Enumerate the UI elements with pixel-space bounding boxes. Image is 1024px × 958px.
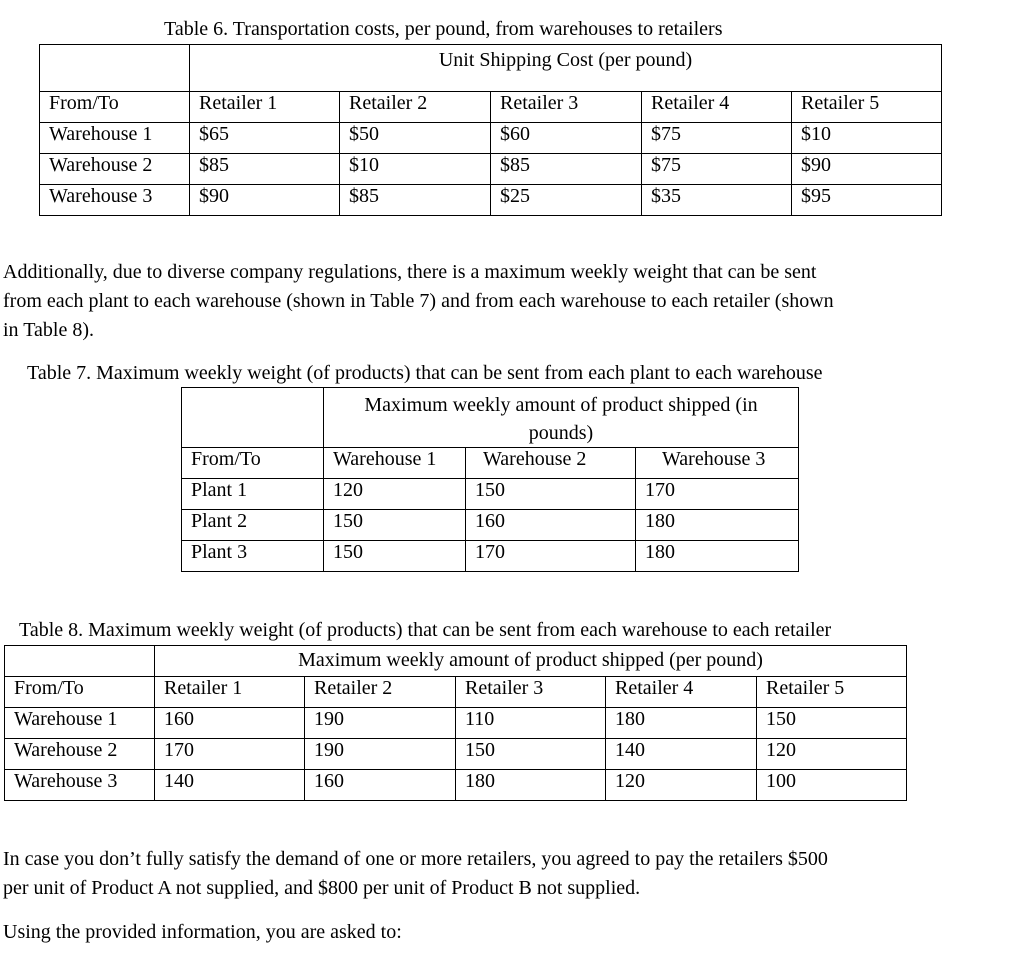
table8-col-header: Retailer 3 [456,677,606,708]
table-row [40,185,942,216]
table8-col-header: Retailer 5 [757,677,907,708]
table8-corner-label: From/To [5,677,155,708]
table-cell: $85 [491,154,642,185]
table6-corner-label: From/To [40,92,190,123]
table-cell: $25 [491,185,642,216]
paragraph-penalty [3,845,828,903]
table-cell: $85 [190,154,340,185]
table8-col-header: Retailer 1 [155,677,305,708]
row-label: Plant 1 [182,479,324,510]
table-cell: 180 [636,541,799,572]
table-cell: 160 [155,708,305,739]
row-label: Warehouse 3 [40,185,190,216]
row-label: Warehouse 3 [5,770,155,801]
table-cell: $10 [340,154,491,185]
table-cell: 160 [305,770,456,801]
table-cell: 170 [466,541,636,572]
table7-group-header-line: Maximum weekly amount of product shipped (in [364,394,758,416]
table-cell: $95 [792,185,942,216]
table8-group-header: Maximum weekly amount of product shipped (per pound) [155,646,907,677]
table-cell: $75 [642,154,792,185]
table-cell: 190 [305,708,456,739]
table6-col-header: Retailer 4 [642,92,792,123]
row-label: Warehouse 1 [40,123,190,154]
table-row [182,479,799,510]
table8-header-row [5,677,907,708]
table7-caption: Table 7. Maximum weekly weight (of products) that can be sent from each plant to each warehouse [27,362,823,384]
table7-col-header: Warehouse 3 [636,448,799,479]
table-cell: 180 [456,770,606,801]
table7-corner-label: From/To [182,448,324,479]
table-cell: 140 [606,739,757,770]
table8-caption: Table 8. Maximum weekly weight (of products) that can be sent from each warehouse to each retailer [19,619,832,641]
table-cell: 170 [636,479,799,510]
paragraph-line: in Table 8). [3,319,94,341]
paragraph-line: Additionally, due to diverse company regulations, there is a maximum weekly weight that can be sent [3,261,817,283]
table7-group-header [324,388,799,448]
table-cell: 170 [155,739,305,770]
table-cell: 120 [324,479,466,510]
table-cell: 150 [757,708,907,739]
table6-header-row [40,92,942,123]
table-cell: $35 [642,185,792,216]
table-cell: $85 [340,185,491,216]
table-cell: $75 [642,123,792,154]
table-cell: $90 [792,154,942,185]
table-row [182,510,799,541]
table8-corner-cell [5,646,155,677]
table6-col-header: Retailer 3 [491,92,642,123]
row-label: Warehouse 1 [5,708,155,739]
table6-group-header: Unit Shipping Cost (per pound) [190,45,942,92]
table-cell: 160 [466,510,636,541]
table6-caption: Table 6. Transportation costs, per pound, from warehouses to retailers [164,18,723,40]
table-row [40,154,942,185]
table6 [39,44,942,216]
row-label: Warehouse 2 [40,154,190,185]
table8-col-header: Retailer 2 [305,677,456,708]
table-cell: 150 [324,541,466,572]
row-label: Plant 3 [182,541,324,572]
row-label: Warehouse 2 [5,739,155,770]
table7 [181,387,799,572]
table-cell: $10 [792,123,942,154]
table-cell: 100 [757,770,907,801]
table-row [5,708,907,739]
table7-group-header-line: pounds) [528,422,594,444]
table-row [5,739,907,770]
table7-header-row [182,448,799,479]
table7-corner-cell [182,388,324,448]
paragraph-line: per unit of Product A not supplied, and $800 per unit of Product B not supplied. [3,877,641,899]
table-cell: 150 [324,510,466,541]
table8-col-header: Retailer 4 [606,677,757,708]
table7-col-header: Warehouse 1 [324,448,466,479]
table6-corner-cell [40,45,190,92]
table6-col-header: Retailer 1 [190,92,340,123]
table-cell: 180 [636,510,799,541]
table-cell: 140 [155,770,305,801]
row-label: Plant 2 [182,510,324,541]
table-row [182,541,799,572]
paragraph-regulations [3,258,834,345]
table-cell: 190 [305,739,456,770]
table-cell: 150 [456,739,606,770]
table-cell: 110 [456,708,606,739]
paragraph-instructions [3,918,402,947]
table-row [5,770,907,801]
table6-col-header: Retailer 2 [340,92,491,123]
table-row [40,123,942,154]
paragraph-line: In case you don’t fully satisfy the demand of one or more retailers, you agreed to pay the retailers $500 [3,848,828,870]
table-cell: 120 [606,770,757,801]
table-cell: 180 [606,708,757,739]
table-cell: 150 [466,479,636,510]
paragraph-line: Using the provided information, you are asked to: [3,921,402,943]
table-cell: $60 [491,123,642,154]
table6-col-header: Retailer 5 [792,92,942,123]
table-cell: 120 [757,739,907,770]
table-cell: $50 [340,123,491,154]
paragraph-line: from each plant to each warehouse (shown in Table 7) and from each warehouse to each retailer (shown [3,290,834,312]
table-cell: $65 [190,123,340,154]
table8 [4,645,907,801]
table7-col-header: Warehouse 2 [466,448,636,479]
table-cell: $90 [190,185,340,216]
